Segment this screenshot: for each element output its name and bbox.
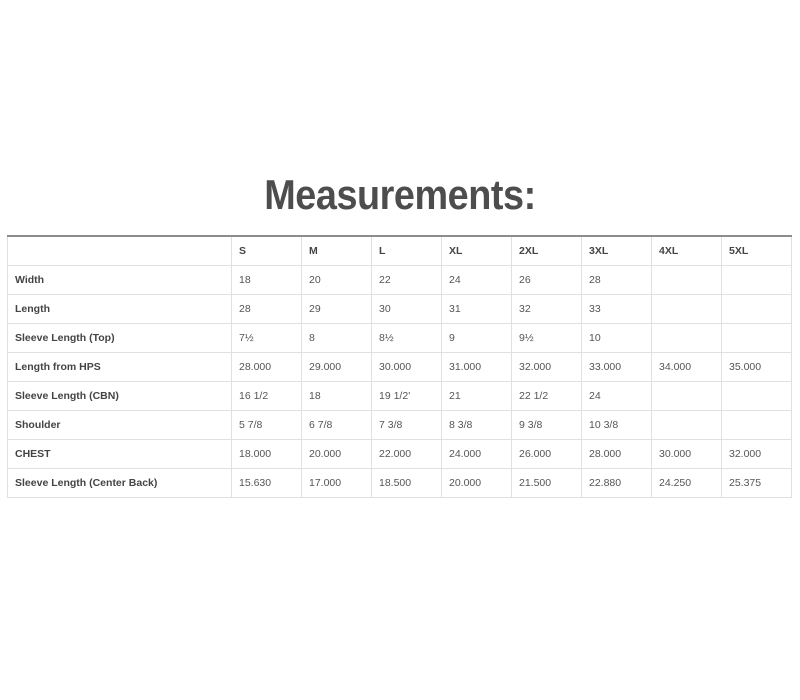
table-cell: 29.000 — [302, 353, 372, 382]
page-title: Measurements: — [264, 171, 536, 218]
table-row — [8, 411, 792, 440]
table-cell: 26 — [512, 266, 582, 295]
table-cell: 29 — [302, 295, 372, 324]
table-cell: 15.630 — [232, 469, 302, 498]
table-cell: 28 — [232, 295, 302, 324]
size-header-3xl: 3XL — [582, 236, 652, 266]
table-cell: 34.000 — [652, 353, 722, 382]
table-row — [8, 440, 792, 469]
table-row — [8, 266, 792, 295]
table-cell: 30 — [372, 295, 442, 324]
table-cell: 24 — [582, 382, 652, 411]
size-header-m: M — [302, 236, 372, 266]
table-cell: 9 3/8 — [512, 411, 582, 440]
table-cell: 17.000 — [302, 469, 372, 498]
table-row — [8, 353, 792, 382]
size-header-4xl: 4XL — [652, 236, 722, 266]
table-cell: 9½ — [512, 324, 582, 353]
table-cell — [652, 324, 722, 353]
table-cell: 18 — [232, 266, 302, 295]
corner-header-cell — [8, 236, 232, 266]
table-header-row — [8, 236, 792, 266]
table-cell: 16 1/2 — [232, 382, 302, 411]
table-row — [8, 324, 792, 353]
table-cell: 22.880 — [582, 469, 652, 498]
size-header-l: L — [372, 236, 442, 266]
table-cell: 30.000 — [652, 440, 722, 469]
table-cell: 18.500 — [372, 469, 442, 498]
table-cell: 6 7/8 — [302, 411, 372, 440]
size-header-5xl: 5XL — [722, 236, 792, 266]
table-cell: 20.000 — [442, 469, 512, 498]
table-row — [8, 469, 792, 498]
table-cell: 31.000 — [442, 353, 512, 382]
table-cell: 26.000 — [512, 440, 582, 469]
table-cell: 25.375 — [722, 469, 792, 498]
row-label: Sleeve Length (Center Back) — [8, 469, 232, 498]
table-cell: 32.000 — [722, 440, 792, 469]
table-cell: 28.000 — [582, 440, 652, 469]
table-cell: 7 3/8 — [372, 411, 442, 440]
row-label: Sleeve Length (Top) — [8, 324, 232, 353]
table-cell: 21.500 — [512, 469, 582, 498]
table-cell — [652, 411, 722, 440]
table-cell — [652, 382, 722, 411]
row-label: Length from HPS — [8, 353, 232, 382]
size-header-2xl: 2XL — [512, 236, 582, 266]
table-cell: 8 3/8 — [442, 411, 512, 440]
row-label: Shoulder — [8, 411, 232, 440]
table-cell — [652, 295, 722, 324]
table-row — [8, 382, 792, 411]
table-cell: 18 — [302, 382, 372, 411]
table-cell: 24 — [442, 266, 512, 295]
table-cell: 33 — [582, 295, 652, 324]
table-cell: 28.000 — [232, 353, 302, 382]
table-cell — [722, 382, 792, 411]
table-cell: 32.000 — [512, 353, 582, 382]
table-cell: 10 3/8 — [582, 411, 652, 440]
table-cell: 9 — [442, 324, 512, 353]
table-cell: 24.250 — [652, 469, 722, 498]
table-cell: 20 — [302, 266, 372, 295]
table-cell: 10 — [582, 324, 652, 353]
table-cell: 28 — [582, 266, 652, 295]
table-cell: 32 — [512, 295, 582, 324]
table-cell — [722, 324, 792, 353]
table-cell: 8 — [302, 324, 372, 353]
table-cell — [652, 266, 722, 295]
table-cell: 21 — [442, 382, 512, 411]
table-cell: 35.000 — [722, 353, 792, 382]
table-cell: 22 1/2 — [512, 382, 582, 411]
table-cell — [722, 295, 792, 324]
table-cell: 20.000 — [302, 440, 372, 469]
table-cell: 7½ — [232, 324, 302, 353]
table-row — [8, 295, 792, 324]
table-cell: 22 — [372, 266, 442, 295]
table-cell: 31 — [442, 295, 512, 324]
table-cell: 18.000 — [232, 440, 302, 469]
table-cell — [722, 411, 792, 440]
size-header-s: S — [232, 236, 302, 266]
row-label: Width — [8, 266, 232, 295]
row-label: Length — [8, 295, 232, 324]
row-label: CHEST — [8, 440, 232, 469]
table-cell: 19 1/2' — [372, 382, 442, 411]
size-header-xl: XL — [442, 236, 512, 266]
table-cell: 8½ — [372, 324, 442, 353]
row-label: Sleeve Length (CBN) — [8, 382, 232, 411]
table-cell: 33.000 — [582, 353, 652, 382]
table-cell: 22.000 — [372, 440, 442, 469]
table-cell: 30.000 — [372, 353, 442, 382]
table-cell: 5 7/8 — [232, 411, 302, 440]
table-cell: 24.000 — [442, 440, 512, 469]
table-cell — [722, 266, 792, 295]
measurements-table — [7, 235, 792, 498]
